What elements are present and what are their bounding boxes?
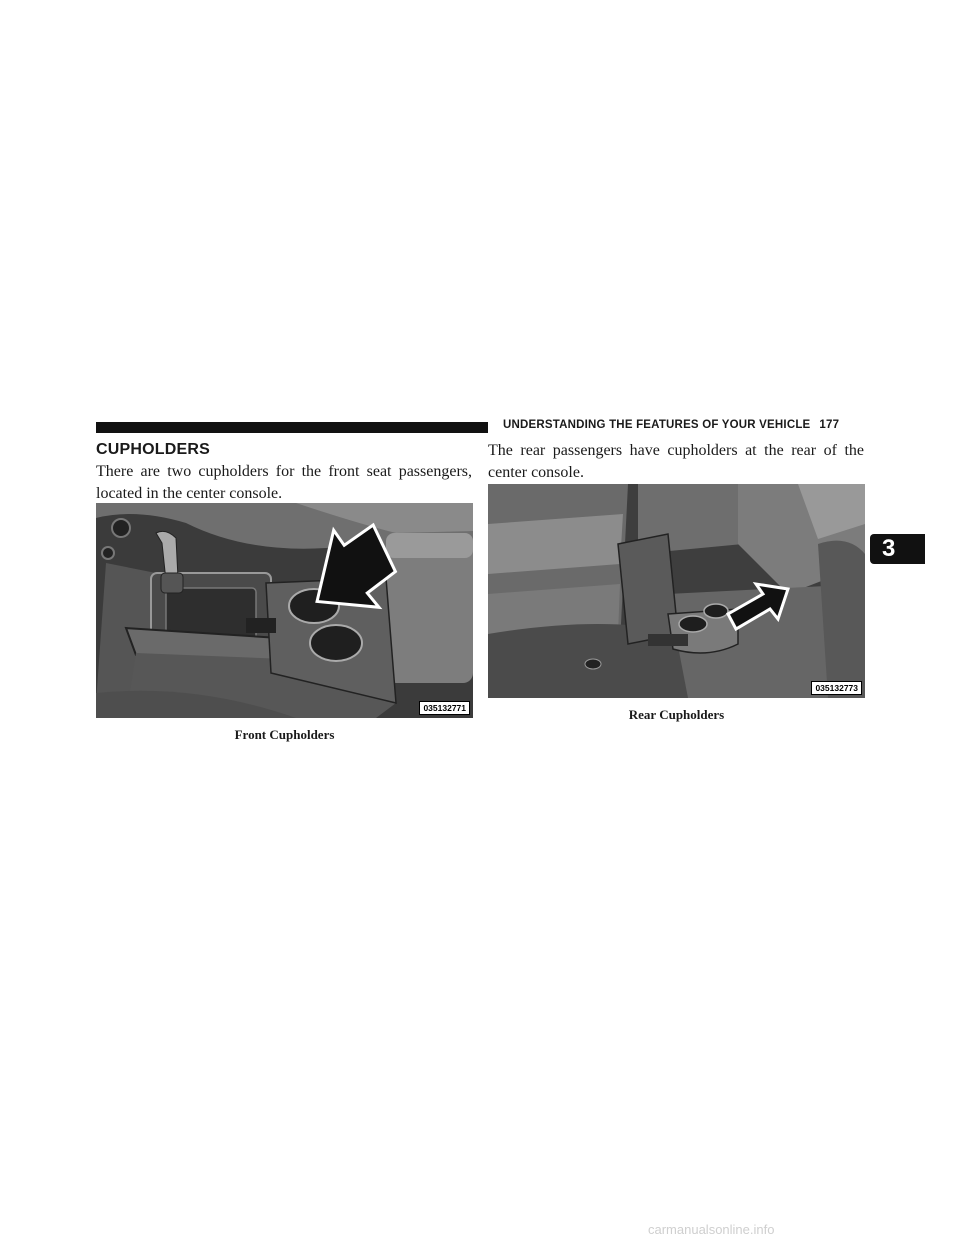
chapter-tab bbox=[870, 534, 925, 564]
front-cupholders-illustration bbox=[96, 503, 473, 718]
rear-cupholders-image bbox=[488, 484, 865, 698]
footer-watermark: carmanualsonline.info bbox=[648, 1222, 775, 1237]
page-number: 177 bbox=[819, 419, 840, 431]
front-cupholders-text: There are two cupholders for the front seat passengers, located in the center console. bbox=[96, 463, 472, 502]
rear-image-code: 035132773 bbox=[811, 681, 862, 695]
front-image-code: 035132771 bbox=[419, 701, 470, 715]
header-rule bbox=[96, 422, 488, 433]
rear-cupholders-caption: Rear Cupholders bbox=[628, 707, 725, 722]
header-title: UNDERSTANDING THE FEATURES OF YOUR VEHICLE bbox=[503, 419, 811, 431]
section-title: CUPHOLDERS bbox=[96, 441, 211, 458]
running-header bbox=[503, 419, 865, 431]
rear-cupholders-illustration bbox=[488, 484, 865, 698]
rear-cupholders-text: The rear passengers have cupholders at the rear of the center console. bbox=[488, 442, 864, 481]
front-cupholders-caption: Front Cupholders bbox=[234, 727, 335, 742]
front-cupholders-image bbox=[96, 503, 473, 718]
chapter-number: 3 bbox=[882, 535, 896, 562]
